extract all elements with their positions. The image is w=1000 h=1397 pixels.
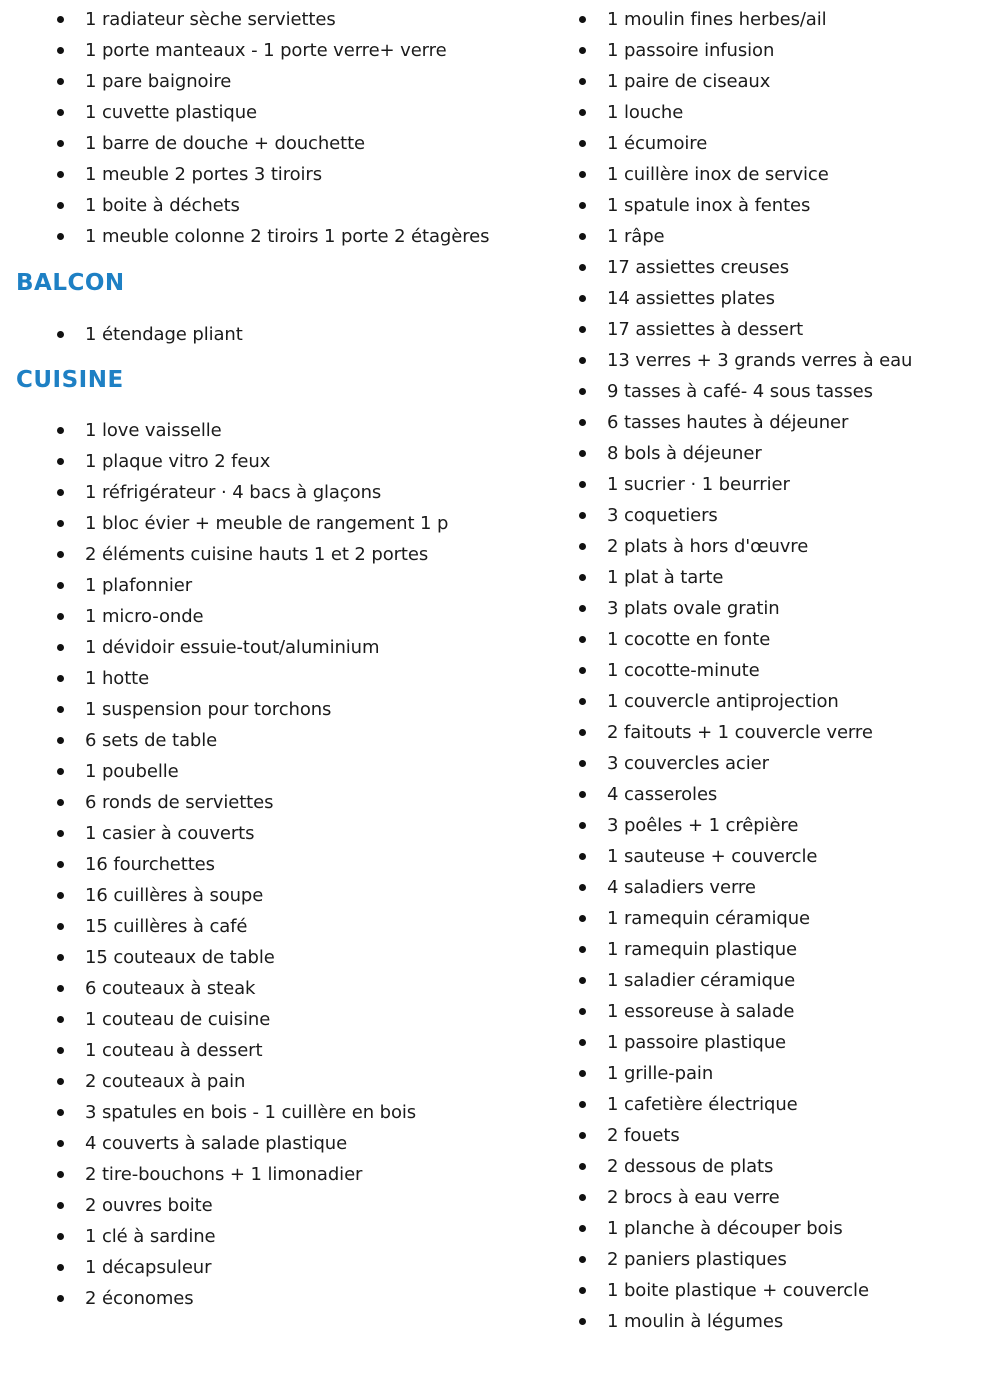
list-item	[500, 624, 994, 655]
bullet-icon	[57, 1295, 64, 1302]
cuisine-section-header: CUISINE	[16, 367, 124, 393]
list-item-text: 1 hotte	[85, 668, 150, 689]
list-item-text: 6 couteaux à steak	[85, 978, 256, 999]
list-item-text: 1 décapsuleur	[85, 1257, 212, 1278]
list-item-text: 2 fouets	[607, 1125, 680, 1146]
list-item	[500, 717, 994, 748]
list-item	[500, 996, 994, 1027]
bullet-icon	[57, 1171, 64, 1178]
bullet-icon	[579, 1039, 586, 1046]
list-item-text: 2 ouvres boite	[85, 1195, 213, 1216]
bullet-icon	[579, 1008, 586, 1015]
bullet-icon	[579, 78, 586, 85]
bullet-icon	[579, 574, 586, 581]
list-item-text: 1 clé à sardine	[85, 1226, 216, 1247]
bullet-icon	[579, 109, 586, 116]
list-item-text: 1 dévidoir essuie-tout/aluminium	[85, 637, 380, 658]
bullet-icon	[579, 512, 586, 519]
bullet-icon	[57, 202, 64, 209]
bullet-icon	[579, 47, 586, 54]
list-item	[0, 4, 494, 35]
list-item	[0, 973, 494, 1004]
list-item-text: 1 boite plastique + couvercle	[607, 1280, 869, 1301]
list-item-text: 3 poêles + 1 crêpière	[607, 815, 799, 836]
list-item-text: 8 bols à déjeuner	[607, 443, 762, 464]
bullet-icon	[579, 450, 586, 457]
bullet-icon	[57, 1109, 64, 1116]
bullet-icon	[579, 1194, 586, 1201]
list-item-text: 17 assiettes à dessert	[607, 319, 804, 340]
bullet-icon	[579, 1163, 586, 1170]
list-item-text: 1 plafonnier	[85, 575, 193, 596]
list-item	[0, 221, 494, 252]
list-item	[0, 1159, 494, 1190]
list-item	[500, 97, 994, 128]
list-item	[0, 319, 494, 350]
bullet-icon	[579, 16, 586, 23]
bullet-icon	[579, 202, 586, 209]
list-item	[500, 407, 994, 438]
list-item	[500, 1089, 994, 1120]
list-item	[0, 663, 494, 694]
list-item	[0, 1283, 494, 1314]
list-item	[500, 1151, 994, 1182]
bullet-icon	[57, 985, 64, 992]
bullet-icon	[579, 171, 586, 178]
list-item-text: 1 réfrigérateur · 4 bacs à glaçons	[85, 482, 382, 503]
bullet-icon	[579, 791, 586, 798]
bullet-icon	[57, 47, 64, 54]
list-item	[500, 965, 994, 996]
list-item-text: 1 couvercle antiprojection	[607, 691, 839, 712]
list-item-text: 1 porte manteaux - 1 porte verre+ verre	[85, 40, 447, 61]
list-item-text: 1 écumoire	[607, 133, 708, 154]
bullet-icon	[579, 419, 586, 426]
bullet-icon	[57, 1140, 64, 1147]
list-item-text: 1 meuble 2 portes 3 tiroirs	[85, 164, 322, 185]
list-item	[500, 872, 994, 903]
list-item-text: 2 faitouts + 1 couvercle verre	[607, 722, 873, 743]
bullet-icon	[579, 140, 586, 147]
list-item-text: 1 saladier céramique	[607, 970, 796, 991]
list-item-text: 1 ramequin plastique	[607, 939, 797, 960]
bullet-icon	[57, 551, 64, 558]
balcon-items-list	[0, 315, 500, 350]
list-item	[0, 632, 494, 663]
bullet-icon	[579, 295, 586, 302]
list-item	[500, 1027, 994, 1058]
bullet-icon	[579, 915, 586, 922]
list-item-text: 1 boite à déchets	[85, 195, 240, 216]
list-item-text: 1 râpe	[607, 226, 665, 247]
list-item	[500, 283, 994, 314]
bullet-icon	[57, 861, 64, 868]
list-item-text: 3 spatules en bois - 1 cuillère en bois	[85, 1102, 417, 1123]
bullet-icon	[579, 233, 586, 240]
bullet-icon	[579, 636, 586, 643]
bullet-icon	[57, 613, 64, 620]
list-item	[500, 748, 994, 779]
list-item	[500, 1275, 994, 1306]
list-item	[500, 562, 994, 593]
list-item	[500, 190, 994, 221]
list-item	[500, 655, 994, 686]
bullet-icon	[57, 1264, 64, 1271]
list-item-text: 15 couteaux de table	[85, 947, 275, 968]
bullet-icon	[579, 946, 586, 953]
list-item	[500, 500, 994, 531]
list-item	[0, 539, 494, 570]
list-item	[0, 942, 494, 973]
list-item-text: 1 moulin à légumes	[607, 1311, 784, 1332]
bullet-icon	[579, 1132, 586, 1139]
list-item-text: 1 essoreuse à salade	[607, 1001, 795, 1022]
list-item	[500, 841, 994, 872]
list-item-text: 15 cuillères à café	[85, 916, 248, 937]
list-item-text: 1 couteau à dessert	[85, 1040, 263, 1061]
list-item	[500, 35, 994, 66]
bullet-icon	[579, 605, 586, 612]
bullet-icon	[57, 644, 64, 651]
list-item	[500, 1244, 994, 1275]
bullet-icon	[579, 977, 586, 984]
list-item	[500, 903, 994, 934]
bullet-icon	[579, 1070, 586, 1077]
list-item-text: 3 couvercles acier	[607, 753, 769, 774]
list-item	[500, 128, 994, 159]
list-item	[0, 880, 494, 911]
bullet-icon	[57, 1233, 64, 1240]
cuisine-items-list-continued	[500, 0, 1000, 1337]
bullet-icon	[57, 140, 64, 147]
bullet-icon	[57, 233, 64, 240]
list-item-text: 1 sucrier · 1 beurrier	[607, 474, 790, 495]
list-item-text: 1 plaque vitro 2 feux	[85, 451, 271, 472]
bullet-icon	[579, 729, 586, 736]
bullet-icon	[579, 264, 586, 271]
list-item	[0, 1252, 494, 1283]
list-item-text: 6 ronds de serviettes	[85, 792, 274, 813]
list-item	[0, 849, 494, 880]
bathroom-items-list	[0, 0, 500, 252]
right-column	[500, 0, 1000, 1337]
list-item-text: 14 assiettes plates	[607, 288, 775, 309]
bullet-icon	[579, 481, 586, 488]
list-item-text: 2 dessous de plats	[607, 1156, 774, 1177]
bullet-icon	[579, 1256, 586, 1263]
list-item-text: 1 casier à couverts	[85, 823, 255, 844]
list-item-text: 1 cocotte en fonte	[607, 629, 771, 650]
list-item-text: 1 étendage pliant	[85, 324, 243, 345]
list-item-text: 16 cuillères à soupe	[85, 885, 264, 906]
list-item-text: 1 cuillère inox de service	[607, 164, 829, 185]
list-item-text: 1 louche	[607, 102, 684, 123]
bullet-icon	[57, 331, 64, 338]
list-item	[0, 1128, 494, 1159]
bullet-icon	[57, 675, 64, 682]
list-item	[500, 221, 994, 252]
list-item	[500, 376, 994, 407]
bullet-icon	[579, 543, 586, 550]
list-item-text: 2 tire-bouchons + 1 limonadier	[85, 1164, 363, 1185]
list-item	[500, 345, 994, 376]
list-item	[0, 787, 494, 818]
list-item	[0, 725, 494, 756]
list-item	[500, 686, 994, 717]
list-item-text: 17 assiettes creuses	[607, 257, 789, 278]
bullet-icon	[579, 1225, 586, 1232]
bullet-icon	[579, 760, 586, 767]
bullet-icon	[579, 667, 586, 674]
bullet-icon	[57, 830, 64, 837]
bullet-icon	[57, 458, 64, 465]
list-item-text: 4 casseroles	[607, 784, 718, 805]
list-item	[0, 1035, 494, 1066]
list-item	[500, 4, 994, 35]
list-item-text: 1 cafetière électrique	[607, 1094, 798, 1115]
left-column	[0, 0, 500, 1314]
list-item	[0, 570, 494, 601]
list-item	[0, 415, 494, 446]
bullet-icon	[57, 427, 64, 434]
list-item	[500, 252, 994, 283]
list-item	[0, 1097, 494, 1128]
bullet-icon	[57, 923, 64, 930]
list-item	[0, 159, 494, 190]
bullet-icon	[579, 326, 586, 333]
list-item	[0, 756, 494, 787]
list-item-text: 1 barre de douche + douchette	[85, 133, 366, 154]
list-item	[0, 694, 494, 725]
list-item-text: 1 passoire infusion	[607, 40, 775, 61]
list-item-text: 1 cuvette plastique	[85, 102, 258, 123]
list-item	[0, 66, 494, 97]
list-item	[500, 1213, 994, 1244]
list-item	[500, 934, 994, 965]
list-item-text: 1 meuble colonne 2 tiroirs 1 porte 2 étagères	[85, 226, 490, 247]
list-item	[0, 1004, 494, 1035]
list-item-text: 1 plat à tarte	[607, 567, 724, 588]
bullet-icon	[57, 78, 64, 85]
list-item-text: 1 radiateur sèche serviettes	[85, 9, 336, 30]
bullet-icon	[57, 16, 64, 23]
bullet-icon	[57, 737, 64, 744]
list-item-text: 3 plats ovale gratin	[607, 598, 780, 619]
list-item	[500, 469, 994, 500]
list-item-text: 2 couteaux à pain	[85, 1071, 246, 1092]
list-item-text: 1 bloc évier + meuble de rangement 1 p	[85, 513, 449, 534]
list-item-text: 2 paniers plastiques	[607, 1249, 787, 1270]
bullet-icon	[57, 799, 64, 806]
bullet-icon	[579, 853, 586, 860]
list-item-text: 4 couverts à salade plastique	[85, 1133, 348, 1154]
bullet-icon	[579, 884, 586, 891]
list-item-text: 2 économes	[85, 1288, 194, 1309]
list-item	[0, 190, 494, 221]
list-item-text: 2 plats à hors d'œuvre	[607, 536, 809, 557]
list-item	[0, 1190, 494, 1221]
bullet-icon	[57, 520, 64, 527]
list-item-text: 1 suspension pour torchons	[85, 699, 332, 720]
list-item-text: 1 cocotte-minute	[607, 660, 760, 681]
list-item	[0, 508, 494, 539]
list-item-text: 1 couteau de cuisine	[85, 1009, 271, 1030]
list-item-text: 2 éléments cuisine hauts 1 et 2 portes	[85, 544, 429, 565]
list-item-text: 9 tasses à café- 4 sous tasses	[607, 381, 873, 402]
bullet-icon	[579, 698, 586, 705]
list-item	[500, 1120, 994, 1151]
list-item	[500, 810, 994, 841]
list-item	[500, 438, 994, 469]
list-item	[0, 1221, 494, 1252]
list-item	[0, 911, 494, 942]
list-item-text: 1 ramequin céramique	[607, 908, 811, 929]
list-item-text: 1 passoire plastique	[607, 1032, 787, 1053]
balcon-section-header: BALCON	[16, 270, 125, 296]
list-item-text: 1 micro-onde	[85, 606, 204, 627]
bullet-icon	[57, 582, 64, 589]
bullet-icon	[579, 1101, 586, 1108]
list-item	[500, 593, 994, 624]
list-item-text: 1 pare baignoire	[85, 71, 232, 92]
list-item-text: 1 paire de ciseaux	[607, 71, 771, 92]
list-item	[0, 446, 494, 477]
list-item	[0, 818, 494, 849]
list-item	[500, 314, 994, 345]
bullet-icon	[57, 1016, 64, 1023]
list-item	[0, 35, 494, 66]
bullet-icon	[57, 706, 64, 713]
list-item-text: 4 saladiers verre	[607, 877, 756, 898]
list-item	[0, 477, 494, 508]
list-item	[500, 66, 994, 97]
list-item-text: 1 moulin fines herbes/ail	[607, 9, 827, 30]
list-item-text: 3 coquetiers	[607, 505, 718, 526]
list-item-text: 1 grille-pain	[607, 1063, 714, 1084]
list-item	[0, 97, 494, 128]
list-item-text: 13 verres + 3 grands verres à eau	[607, 350, 913, 371]
list-item	[0, 128, 494, 159]
bullet-icon	[579, 388, 586, 395]
list-item	[500, 1182, 994, 1213]
list-item-text: 1 spatule inox à fentes	[607, 195, 811, 216]
bullet-icon	[579, 822, 586, 829]
list-item-text: 6 tasses hautes à déjeuner	[607, 412, 849, 433]
bullet-icon	[57, 892, 64, 899]
bullet-icon	[57, 1078, 64, 1085]
list-item-text: 1 love vaisselle	[85, 420, 222, 441]
list-item	[500, 531, 994, 562]
bullet-icon	[579, 1287, 586, 1294]
list-item	[0, 1066, 494, 1097]
list-item-text: 1 sauteuse + couvercle	[607, 846, 818, 867]
bullet-icon	[57, 1202, 64, 1209]
bullet-icon	[57, 171, 64, 178]
list-item	[500, 159, 994, 190]
bullet-icon	[57, 768, 64, 775]
list-item-text: 2 brocs à eau verre	[607, 1187, 780, 1208]
list-item	[500, 779, 994, 810]
bullet-icon	[57, 954, 64, 961]
list-item-text: 1 planche à découper bois	[607, 1218, 843, 1239]
bullet-icon	[57, 489, 64, 496]
list-item-text: 16 fourchettes	[85, 854, 215, 875]
list-item	[0, 601, 494, 632]
cuisine-items-list	[0, 411, 500, 1314]
bullet-icon	[57, 1047, 64, 1054]
bullet-icon	[579, 1318, 586, 1325]
list-item	[500, 1306, 994, 1337]
bullet-icon	[57, 109, 64, 116]
list-item-text: 6 sets de table	[85, 730, 218, 751]
bullet-icon	[579, 357, 586, 364]
list-item	[500, 1058, 994, 1089]
list-item-text: 1 poubelle	[85, 761, 179, 782]
